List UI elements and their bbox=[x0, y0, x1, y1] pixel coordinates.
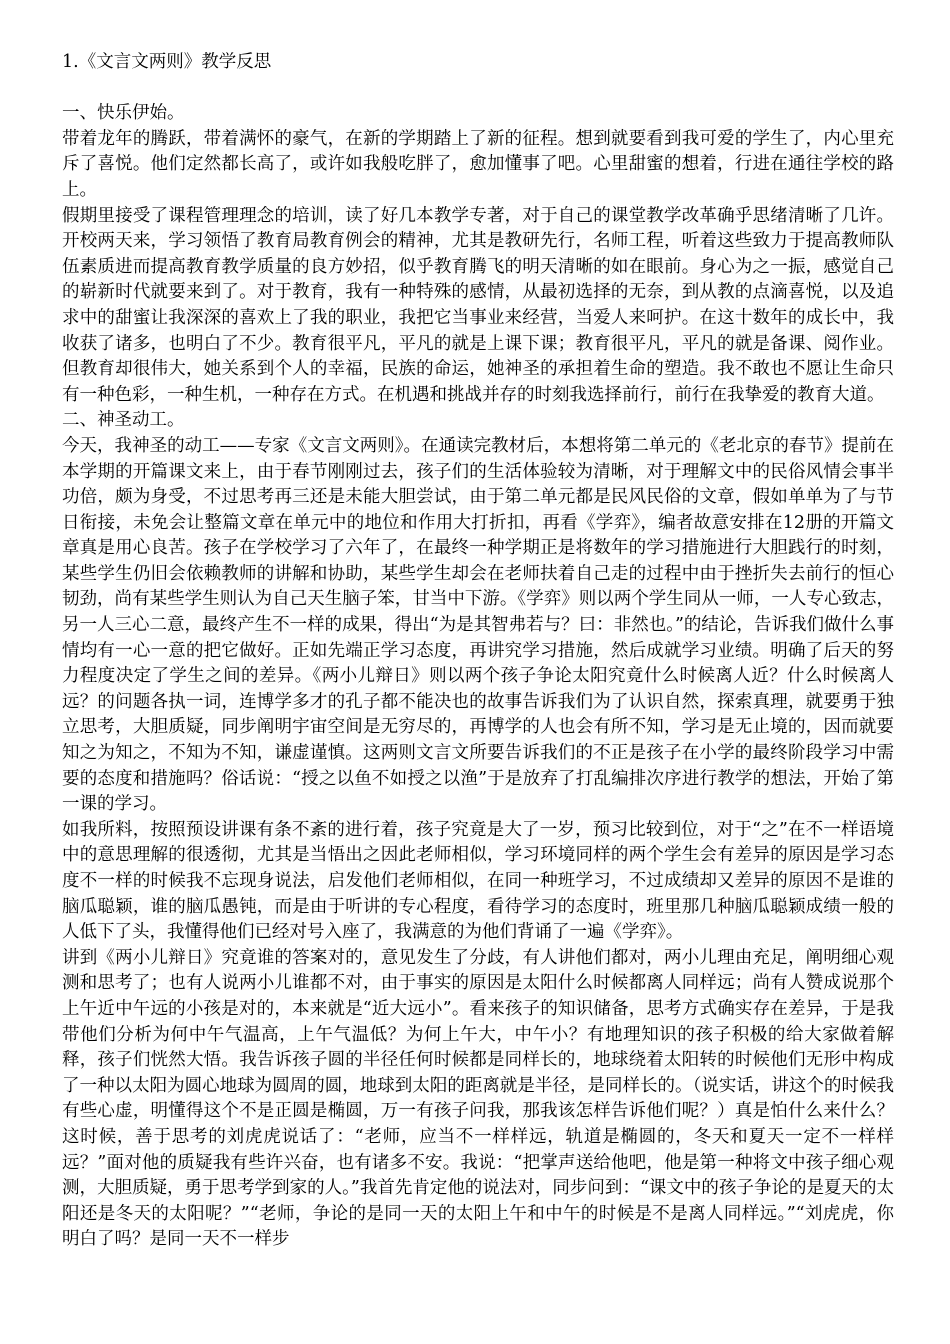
paragraph-2-2: 如我所料，按照预设讲课有条不紊的进行着，孩子究竟是大了一岁，预习比较到位，对于“之”在不一样语境中的意思理解的很透彻，尤其是当悟出之因此老师相似，学习环境同样的两个学生会有差异的原因是学习态度不一样的时候我不忘现身说法，启发他们老师相似，在同一种班学习，不过成绩却又差异的原因不是谁的脑瓜聪颖，谁的脑瓜愚钝，而是由于听讲的专心程度，看待学习的态度时，班里那几种脑瓜聪颖成绩一般的人低下了头，我懂得他们已经对号入座了，我满意的为他们背诵了一遍《学弈》。 bbox=[62, 819, 894, 943]
document-title: 1.《文言文两则》教学反思 bbox=[62, 52, 272, 72]
document-page bbox=[62, 50, 894, 1253]
paragraph-2-1: 今天，我神圣的动工——专家《文言文两则》。在通读完教材后，本想将第二单元的《老北京的春节》提前在本学期的开篇课文来上，由于春节刚刚过去，孩子们的生活体验较为清晰，对于理解文中的民俗风情会事半功倍，颇为身受，不过思考再三还是未能大胆尝试，由于第二单元都是民风民俗的文章，假如单单为了与节日衔接，未免会让整篇文章在单元中的地位和作用大打折扣，再看《学弈》，编者故意安排在12册的开篇文章真是用心良苦。孩子在学校学习了六年了，在最终一种学期正是将数年的学习措施进行大胆践行的时刻，某些学生仍旧会依赖教师的讲解和协助，某些学生却会在老师扶着自己走的过程中由于挫折失去前行的恒心韧劲，尚有某些学生则认为自己天生脑子笨，甘当中下游。《学弈》则以两个学生同从一师，一人专心致志，另一人三心二意，最终产生不一样的成果，得出“为是其智弗若与？曰：非然也。”的结论，告诉我们做什么事情均有一心一意的把它做好。正如先端正学习态度，再讲究学习措施，然后成就学习业绩。明确了后天的努力程度决定了学生之间的差异。《两小儿辩日》则以两个孩子争论太阳究竟什么时候离人近？什么时候离人远？的问题各执一词，连博学多才的孔子都不能决也的故事告诉我们为了认识自然，探索真理，就要勇于独立思考，大胆质疑，同步阐明宇宙空间是无穷尽的，再博学的人也会有所不知，学习是无止境的，因而就要知之为知之，不知为不知，谦虚谨慎。这两则文言文所要告诉我们的不正是孩子在小学的最终阶段学习中需要的态度和措施吗？俗话说：“授之以鱼不如授之以渔”于是放弃了打乱编排次序进行教学的想法，开始了第一课的学习。 bbox=[62, 435, 894, 815]
section-heading-2: 二、神圣动工。 bbox=[62, 410, 185, 431]
section-heading-1: 一、快乐伊始。 bbox=[62, 103, 185, 124]
paragraph-1-1: 带着龙年的腾跃，带着满怀的豪气，在新的学期踏上了新的征程。想到就要看到我可爱的学生了，内心里充斥了喜悦。他们定然都长高了，或许如我般吃胖了，愈加懂事了吧。心里甜蜜的想着，行进在通往学校的路上。 bbox=[62, 128, 894, 200]
paragraph-1-2: 假期里接受了课程管理理念的培训，读了好几本教学专著，对于自己的课堂教学改革确乎思绪清晰了几许。开校两天来，学习领悟了教育局教育例会的精神，尤其是教研先行，名师工程，听着这些致力于提高教师队伍素质进而提高教育教学质量的良方妙招，似乎教育腾飞的明天清晰的如在眼前。身心为之一振，感觉自己的崭新时代就要来到了。对于教育，我有一种特殊的感情，从最初选择的无奈，到从教的点滴喜悦，以及追求中的甜蜜让我深深的喜欢上了我的职业，我把它当事业来经营，当爱人来呵护。在这十数年的成长中，我收获了诸多，也明白了不少。教育很平凡，平凡的就是上课下课；教育很平凡，平凡的就是备课、阅作业。但教育却很伟大，她关系到个人的幸福，民族的命运，她神圣的承担着生命的塑造。我不敢也不愿让生命只有一种色彩，一种生机，一种存在方式。在机遇和挑战并存的时刻我选择前行，前行在我挚爱的教育大道。 bbox=[62, 205, 894, 405]
paragraph-2-3: 讲到《两小儿辩日》究竟谁的答案对的，意见发生了分歧，有人讲他们都对，两小儿理由充足，阐明细心观测和思考了；也有人说两小儿谁都不对，由于事实的原因是太阳什么时候都离人同样远；尚有人赞成说那个上午近中午远的小孩是对的，本来就是“近大远小”。看来孩子的知识储备，思考方式确实存在差异，于是我带他们分析为何中午气温高，上午气温低？为何上午大，中午小？有地理知识的孩子积极的给大家做着解释，孩子们恍然大悟。我告诉孩子圆的半径任何时候都是同样长的，地球绕着太阳转的时候他们无形中构成了一种以太阳为圆心地球为圆周的圆，地球到太阳的距离就是半径，是同样长的。（说实话，讲这个的时候我有些心虚，明懂得这个不是正圆是椭圆，万一有孩子问我，那我该怎样告诉他们呢？）真是怕什么来什么？这时候，善于思考的刘虎虎说话了：“老师，应当不一样样远，轨道是椭圆的，冬天和夏天一定不一样样远？”面对他的质疑我有些许兴奋，也有诸多不安。我说：“把掌声送给他吧，他是第一种将文中孩子细心观测，大胆质疑，勇于思考学到家的人。”我首先肯定他的说法对，同步问到：“课文中的孩子争论的是夏天的太阳还是冬天的太阳呢？”“老师，争论的是同一天的太阳上午和中午的时候是不是离人同样远。”“刘虎虎，你明白了吗？是同一天不一样步 bbox=[62, 947, 894, 1250]
